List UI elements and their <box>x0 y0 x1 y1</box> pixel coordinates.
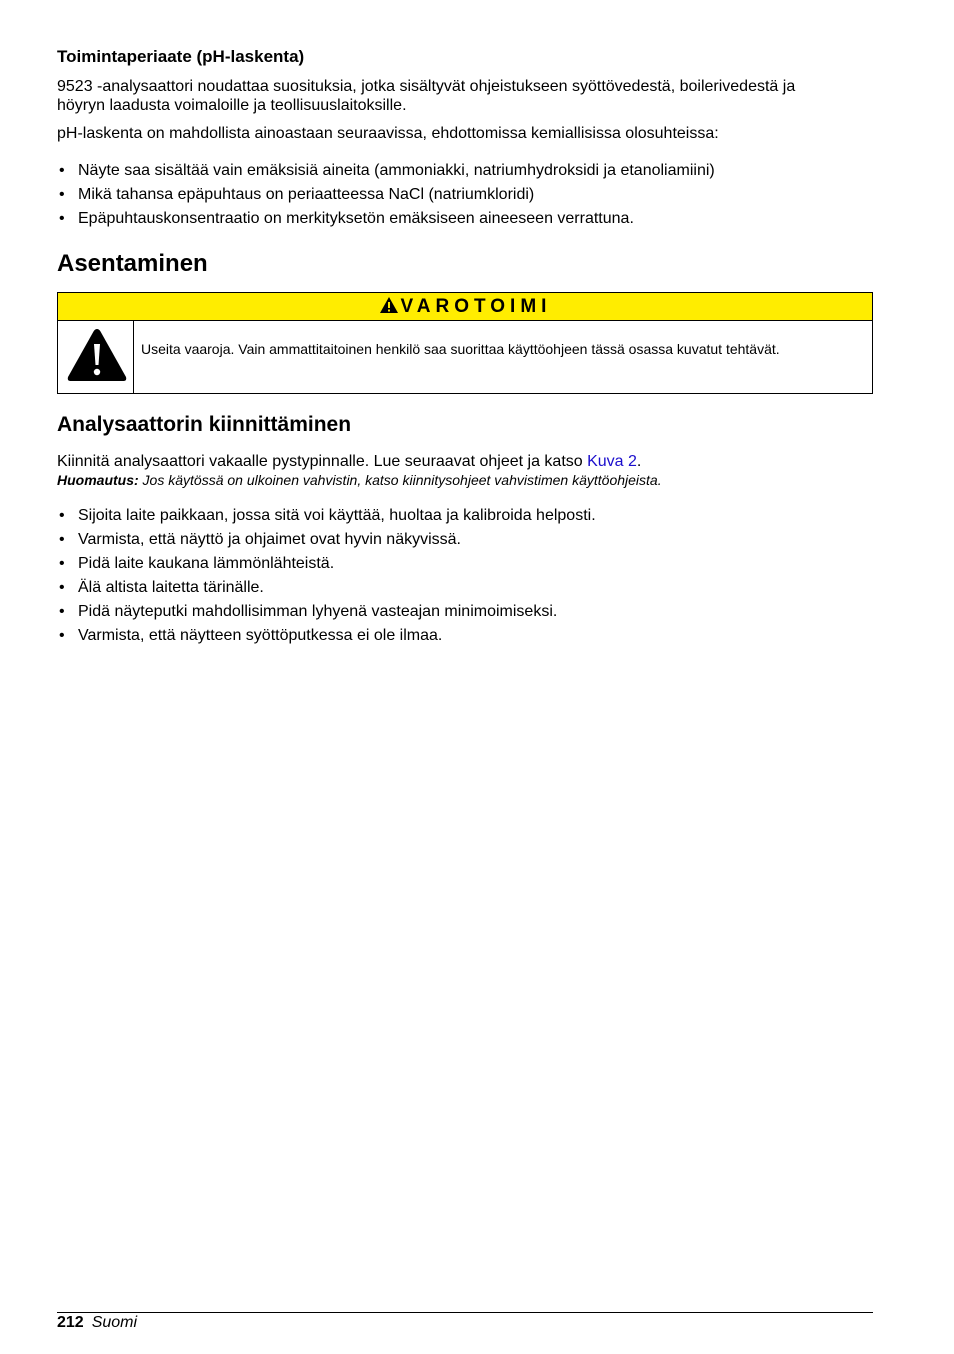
list-item: • Älä altista laitetta tärinälle. <box>59 579 264 596</box>
caution-header <box>58 293 872 321</box>
caution-title: VAROTOIMI <box>400 296 552 317</box>
bullet-icon: • <box>59 627 65 644</box>
conditions-list <box>57 161 715 233</box>
note-text: Jos käytössä on ulkoinen vahvistin, katso kiinnitysohjeet vahvistimen käyttöohjeista. <box>138 472 662 488</box>
footer-language: Suomi <box>91 1314 138 1331</box>
bullet-icon: • <box>59 531 65 548</box>
section-heading-mounting: Analysaattorin kiinnittäminen <box>57 413 352 436</box>
exclamation-hazard-icon <box>66 327 128 383</box>
page-footer <box>57 1313 137 1332</box>
list-item: • Pidä näyteputki mahdollisimman lyhyenä vasteajan minimoimiseksi. <box>59 603 558 620</box>
caution-box <box>57 292 873 394</box>
list-item: • Pidä laite kaukana lämmönlähteistä. <box>59 555 335 572</box>
paragraph-conditions: pH-laskenta on mahdollista ainoastaan seuraavissa, ehdottomissa kemiallisissa olosuhteissa: <box>57 125 719 142</box>
note <box>57 472 662 488</box>
list-item: • Sijoita laite paikkaan, jossa sitä voi käyttää, huoltaa ja kalibroida helposti. <box>59 507 596 524</box>
section-heading-ph-calculation: Toimintaperiaate (pH-laskenta) <box>57 47 305 66</box>
figure-link[interactable]: Kuva 2 <box>587 453 637 470</box>
bullet-icon: • <box>59 579 65 596</box>
paragraph-recommendations: 9523 -analysaattori noudattaa suosituksia, jotka sisältyvät ohjeistukseen syöttövedestä, boilerivedestä ja höyryn laadusta voimaloille ja teollisuuslaitoksille. <box>57 78 796 114</box>
bullet-icon: • <box>59 555 65 572</box>
bullet-icon: • <box>59 507 65 524</box>
list-item: • Näyte saa sisältää vain emäksisiä aineita (ammoniakki, natriumhydroksidi ja etanoliamiini) <box>59 162 715 179</box>
bullet-icon: • <box>59 186 65 203</box>
list-item: • Mikä tahansa epäpuhtaus on periaatteessa NaCl (natriumkloridi) <box>59 186 535 203</box>
section-heading-installation: Asentaminen <box>57 250 208 277</box>
bullet-icon: • <box>59 162 65 179</box>
bullet-icon: • <box>59 603 65 620</box>
caution-icon-cell <box>58 321 134 393</box>
note-label: Huomautus: <box>57 472 139 488</box>
list-item: • Varmista, että näyttö ja ohjaimet ovat hyvin näkyvissä. <box>59 531 461 548</box>
list-item: • Varmista, että näytteen syöttöputkessa ei ole ilmaa. <box>59 627 443 644</box>
bullet-icon: • <box>59 210 65 227</box>
warning-triangle-icon <box>379 296 399 314</box>
caution-text: Useita vaaroja. Vain ammattitaitoinen henkilö saa suorittaa käyttöohjeen tässä osassa kuvatut tehtävät. <box>141 341 780 357</box>
mounting-list <box>57 506 596 650</box>
caution-body <box>58 321 872 393</box>
paragraph-mounting-intro: Kiinnitä analysaattori vakaalle pystypinnalle. Lue seuraavat ohjeet ja katso Kuva 2. <box>57 453 642 470</box>
footer-divider <box>57 1312 873 1313</box>
list-item: • Epäpuhtauskonsentraatio on merkityksetön emäksiseen aineeseen verrattuna. <box>59 210 634 227</box>
page-number: 212 <box>57 1314 84 1331</box>
